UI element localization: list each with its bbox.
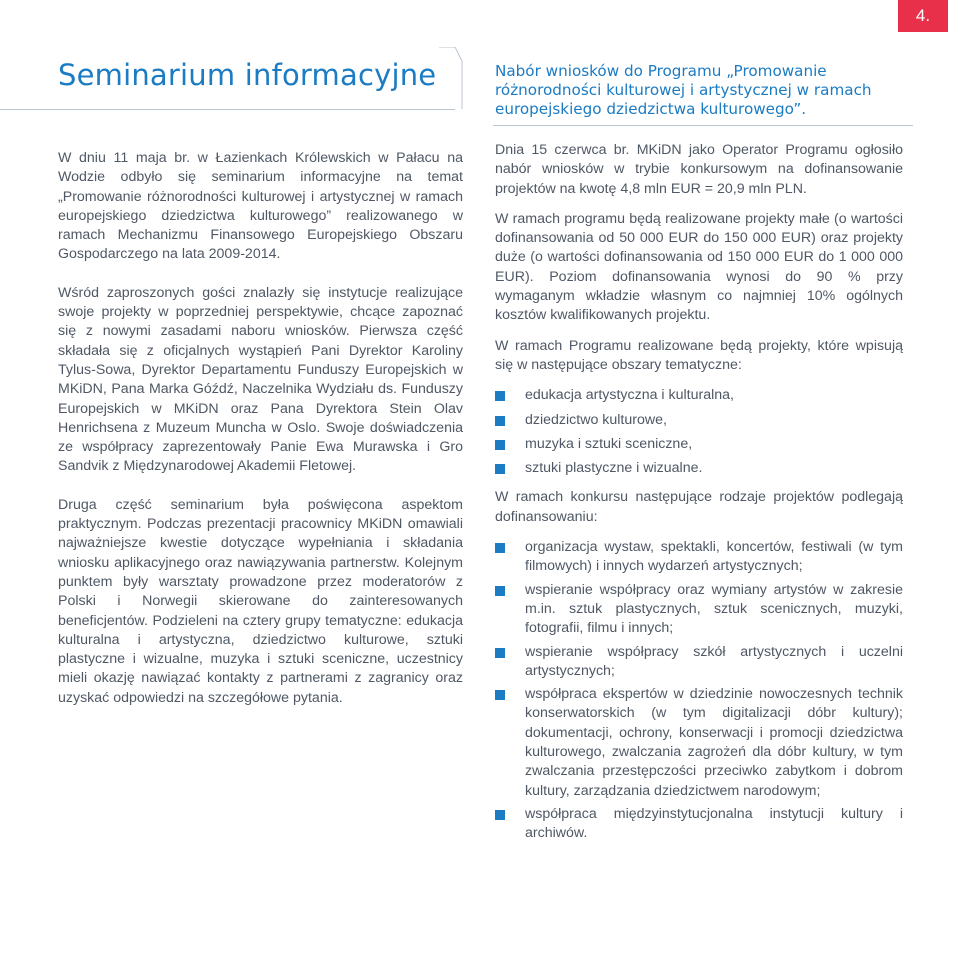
project-types-list: [495, 538, 903, 843]
paragraph: W ramach Programu realizowane będą projekty, które wpisują się w następujące obszary tematyczne:: [495, 337, 903, 373]
paragraph: W dniu 11 maja br. w Łazienkach Królewskich w Pałacu na Wodzie odbyło się seminarium informacyjne na temat „Promowanie różnorodności kulturowej i artystycznej w ramach europejskiego dziedzictwa kulturowego” realizowanego w ramach Mechanizmu Finansowego Europejskiego Obszaru Gospodarczego na lata 2009-2014.: [58, 150, 463, 263]
square-bullet-icon: [495, 391, 505, 401]
paragraph: W ramach programu będą realizowane projekty małe (o wartości dofinansowania od 50 000 EUR do 150 000 EUR) oraz projekty duże (o wartości dofinansowania od 150 000 EUR do 1 000 000 EUR). Poziom dofinansowania wynosi do 90 % przy wymaganym wkładzie własnym co najmniej 10% ogólnych kosztów kwalifikowanych projektu.: [495, 210, 903, 324]
list-item: [495, 386, 903, 405]
paragraph: Druga część seminarium była poświęcona aspektom praktycznym. Podczas prezentacji pracownicy MKiDN omawiali najważniejsze kwestie dotyczące wypełniania i składania wniosku aplikacyjnego oraz nawiązywania partnerstw. Kolejnym punktem były warsztaty prowadzone przez moderatorów z Polski i Norwegii skierowane do zainteresowanych beneficjentów. Podzieleni na cztery grupy tematyczne: edukacja kulturalna i artystyczna, dziedzictwo kulturowe, sztuki plastyczne i wizualne, muzyka i sztuki sceniczne, uczestnicy mieli okazję nawiązać kontakty z partnerami z zagranicy oraz uzyskać odpowiedzi na szczegółowe pytania.: [58, 496, 463, 706]
square-bullet-icon: [495, 586, 505, 596]
list-item: [495, 538, 903, 577]
square-bullet-icon: [495, 543, 505, 553]
list-item-text: wspieranie współpracy szkół artystycznych i uczelni artystycznych;: [525, 643, 903, 679]
square-bullet-icon: [495, 690, 505, 700]
thematic-areas-list: [495, 386, 903, 478]
list-item: [495, 805, 903, 844]
list-item: [495, 643, 903, 682]
paragraph: Wśród zaproszonych gości znalazły się instytucje realizujące swoje projekty w poprzedniej perspektywie, chcące zapoznać się z nowymi zasadami naboru wniosków. Pierwsza część składała się z oficjalnych wystąpień Pani Dyrektor Karoliny Tylus-Sowa, Dyrektor Departamentu Funduszy Europejskich w MKiDN, Pana Marka Góźdź, Naczelnika Wydziału ds. Funduszy Europejskich w MKiDN oraz Pana Dyrektora Stein Olav Henrichsena z Muzeum Muncha w Oslo. Swoje doświadczenia ze współpracy zaprezentowały Panie Ewa Murawska i Gro Sandvik z Międzynarodowej Akademii Fletowej.: [58, 284, 463, 475]
right-title: Nabór wniosków do Programu „Promowanie różnorodności kulturowej i artystycznej w ramach europejskiego dziedzictwa kulturowego”.: [495, 62, 872, 118]
list-item: [495, 435, 903, 454]
list-item: [495, 459, 903, 478]
square-bullet-icon: [495, 416, 505, 426]
square-bullet-icon: [495, 440, 505, 450]
list-item: [495, 685, 903, 801]
title-corner-decoration: [439, 47, 463, 110]
square-bullet-icon: [495, 810, 505, 820]
list-item-text: wspieranie współpracy oraz wymiany artystów w zakresie m.in. sztuk plastycznych, sztuk scenicznych, muzyki, fotografii, filmu i innych;: [525, 581, 903, 637]
list-item-text: sztuki plastyczne i wizualne.: [525, 460, 703, 477]
left-column: [58, 149, 463, 708]
paragraph: Dnia 15 czerwca br. MKiDN jako Operator Programu ogłosiło nabór wniosków w trybie konkursowym na dofinansowanie projektów na kwotę 4,8 mln EUR = 20,9 mln PLN.: [495, 142, 903, 197]
left-title: Seminarium informacyjne: [58, 58, 437, 92]
right-column: [495, 141, 903, 854]
list-item-text: organizacja wystaw, spektakli, koncertów, festiwali (w tym filmowych) i innych wydarzeń artystycznych;: [525, 539, 903, 575]
list-item: [495, 581, 903, 639]
list-item-text: edukacja artystyczna i kulturalna,: [525, 387, 734, 404]
list-item-text: dziedzictwo kulturowe,: [525, 411, 667, 428]
list-item-text: współpraca ekspertów w dziedzinie nowoczesnych technik konserwatorskich (w tym digitalizacji dóbr kultury); dokumentacji, ochrony, konserwacji i promocji dziedzictwa kulturowego, zwalczania zagrożeń dla dóbr kultury, w tym zwalczania przestępczości przeciwko zabytkom i dobrom kultury, zarządzania dziedzictwem narodowym;: [525, 686, 903, 799]
list-item-text: współpraca międzyinstytucjonalna instytucji kultury i archiwów.: [525, 805, 903, 842]
page-number-badge: 4.: [898, 0, 948, 32]
paragraph: W ramach konkursu następujące rodzaje projektów podlegają dofinansowaniu:: [495, 489, 903, 525]
list-item-text: muzyka i sztuki sceniczne,: [525, 435, 693, 452]
list-item: [495, 411, 903, 430]
square-bullet-icon: [495, 464, 505, 474]
square-bullet-icon: [495, 648, 505, 658]
